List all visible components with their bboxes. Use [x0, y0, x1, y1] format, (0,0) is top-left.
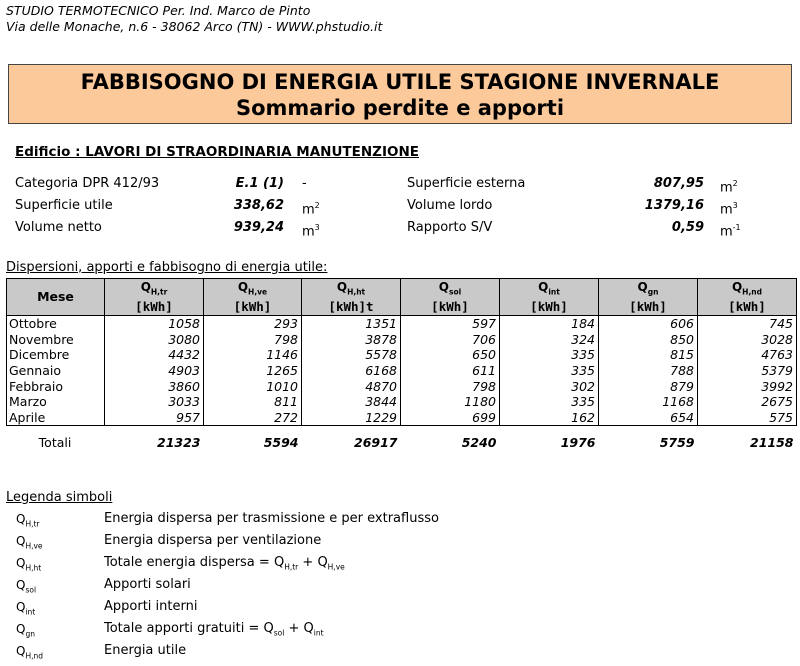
cell-hht: 4870	[302, 378, 401, 394]
legend-desc-qgn: Totale apporti gratuiti = $Q_{sol} + Q_{int}$	[104, 621, 324, 638]
vol-lordo-label: Volume lordo	[407, 198, 493, 213]
header-qhht: $Q_{H,ht}$ [kWh]t	[302, 279, 401, 316]
legend-symbol-qhnd: $Q_{H,nd}$	[16, 644, 43, 661]
cell-int: 162	[500, 410, 599, 426]
legend-symbol-qgn: $Q_{gn}$	[16, 622, 35, 639]
legend-symbol-qhtr: $Q_{H,tr}$	[16, 512, 40, 529]
cell-hve: 1010	[204, 378, 302, 394]
cell-hnd: 745	[698, 316, 797, 332]
header-qsol: $Q_{sol}$ [kWh]	[401, 279, 500, 316]
cell-hht: 5578	[302, 347, 401, 363]
studio-address: Via delle Monache, n.6 - 38062 Arco (TN) - WWW.phstudio.it	[6, 19, 383, 34]
header-qhnd: $Q_{H,nd}$ [kWh]	[698, 279, 797, 316]
sup-utile-value: 338,62	[233, 198, 284, 213]
table-row	[7, 410, 797, 426]
cell-gn: 654	[599, 410, 698, 426]
cell-hnd: 4763	[698, 347, 797, 363]
cell-mese: Ottobre	[7, 316, 105, 332]
sup-esterna-value: 807,95	[653, 176, 704, 191]
header-qhve: $Q_{H,ve}$ [kWh]	[204, 279, 302, 316]
cell-htr: 3080	[105, 332, 204, 348]
cell-hht: 3844	[302, 394, 401, 410]
cell-int: 335	[500, 394, 599, 410]
cell-mese: Novembre	[7, 332, 105, 348]
cell-hve: 1146	[204, 347, 302, 363]
cell-gn: 815	[599, 347, 698, 363]
title-main: FABBISOGNO DI ENERGIA UTILE STAGIONE INVERNALE	[80, 70, 720, 94]
title-sub: Sommario perdite e apporti	[235, 96, 565, 120]
energy-table	[6, 278, 797, 458]
cell-htr: 4903	[105, 363, 204, 379]
legend-symbol-qhht: $Q_{H,ht}$	[16, 556, 42, 573]
cell-hve: 811	[204, 394, 302, 410]
cell-sol: 699	[401, 410, 500, 426]
total-htr: 21323	[157, 434, 201, 450]
sup-utile-unit: $m^2$	[302, 201, 320, 218]
cell-hht: 1229	[302, 410, 401, 426]
cell-sol: 1180	[401, 394, 500, 410]
total-gn: 5759	[659, 434, 695, 450]
cell-gn: 606	[599, 316, 698, 332]
cell-sol: 597	[401, 316, 500, 332]
table-row	[7, 378, 797, 394]
cell-gn: 850	[599, 332, 698, 348]
header-qhtr: $Q_{H,tr}$ [kWh]	[105, 279, 204, 316]
rapporto-value: 0,59	[671, 220, 704, 235]
section-title: Dispersioni, apporti e fabbisogno di energia utile:	[6, 260, 328, 275]
sup-esterna-unit: $m^2$	[720, 179, 738, 196]
cell-htr: 3860	[105, 378, 204, 394]
categoria-unit: -	[302, 176, 307, 191]
cell-gn: 1168	[599, 394, 698, 410]
table-row	[7, 394, 797, 410]
header-mese: Mese	[7, 279, 105, 316]
cell-int: 335	[500, 347, 599, 363]
cell-sol: 611	[401, 363, 500, 379]
rapporto-unit: $m^{-1}$	[720, 223, 741, 240]
totals-label: Totali	[38, 434, 72, 450]
cell-mese: Febbraio	[7, 378, 105, 394]
cell-hve: 293	[204, 316, 302, 332]
header-qgn: $Q_{gn}$ [kWh]	[599, 279, 698, 316]
legend-desc-qhht: Totale energia dispersa = $Q_{H,tr} + Q_{H,ve}$	[104, 555, 345, 572]
legend-symbol-qsol: $Q_{sol}$	[16, 578, 37, 595]
cell-hve: 1265	[204, 363, 302, 379]
total-hnd: 21158	[750, 434, 794, 450]
total-sol: 5240	[461, 434, 497, 450]
studio-name: STUDIO TERMOTECNICO Per. Ind. Marco de Pinto	[6, 3, 311, 18]
cell-int: 302	[500, 378, 599, 394]
rapporto-label: Rapporto S/V	[407, 220, 493, 235]
cell-hnd: 3992	[698, 378, 797, 394]
cell-htr: 1058	[105, 316, 204, 332]
sup-utile-label: Superficie utile	[15, 198, 113, 213]
vol-netto-value: 939,24	[233, 220, 284, 235]
vol-lordo-value: 1379,16	[644, 198, 704, 213]
building-title: Edificio : LAVORI DI STRAORDINARIA MANUTENZIONE	[15, 144, 419, 160]
cell-hnd: 2675	[698, 394, 797, 410]
sup-esterna-label: Superficie esterna	[407, 176, 526, 191]
cell-int: 324	[500, 332, 599, 348]
cell-int: 335	[500, 363, 599, 379]
legend-desc-qhnd: Energia utile	[104, 643, 187, 658]
legend-desc-qhtr: Energia dispersa per trasmissione e per extraflusso	[104, 511, 439, 526]
cell-gn: 879	[599, 378, 698, 394]
total-int: 1976	[560, 434, 596, 450]
cell-hht: 1351	[302, 316, 401, 332]
cell-hnd: 5379	[698, 363, 797, 379]
vol-netto-unit: $m^3$	[302, 223, 320, 240]
legend-symbol-qint: $Q_{int}$	[16, 600, 36, 617]
cell-htr: 3033	[105, 394, 204, 410]
cell-sol: 706	[401, 332, 500, 348]
cell-htr: 4432	[105, 347, 204, 363]
legend-desc-qint: Apporti interni	[104, 599, 198, 614]
total-hht: 26917	[354, 434, 398, 450]
vol-lordo-unit: $m^3$	[720, 201, 738, 218]
legend-symbol-qhve: $Q_{H,ve}$	[16, 534, 43, 551]
cell-hve: 798	[204, 332, 302, 348]
cell-htr: 957	[105, 410, 204, 426]
cell-hht: 3878	[302, 332, 401, 348]
cell-int: 184	[500, 316, 599, 332]
cell-hnd: 3028	[698, 332, 797, 348]
header-qint: $Q_{int}$ [kWh]	[500, 279, 599, 316]
table-row	[7, 316, 797, 332]
categoria-value: E.1 (1)	[235, 176, 284, 191]
cell-mese: Marzo	[7, 394, 105, 410]
vol-netto-label: Volume netto	[15, 220, 102, 235]
cell-sol: 650	[401, 347, 500, 363]
title-box	[8, 64, 792, 124]
cell-gn: 788	[599, 363, 698, 379]
total-hve: 5594	[263, 434, 299, 450]
legend-desc-qsol: Apporti solari	[104, 577, 191, 592]
totals-row	[7, 426, 797, 459]
table-row	[7, 363, 797, 379]
cell-hnd: 575	[698, 410, 797, 426]
cell-hht: 6168	[302, 363, 401, 379]
legend-desc-qhve: Energia dispersa per ventilazione	[104, 533, 322, 548]
cell-mese: Gennaio	[7, 363, 105, 379]
table-row	[7, 347, 797, 363]
categoria-label: Categoria DPR 412/93	[15, 176, 160, 191]
table-row	[7, 332, 797, 348]
legend-title: Legenda simboli	[6, 490, 113, 505]
cell-hve: 272	[204, 410, 302, 426]
cell-mese: Aprile	[7, 410, 105, 426]
cell-sol: 798	[401, 378, 500, 394]
cell-mese: Dicembre	[7, 347, 105, 363]
